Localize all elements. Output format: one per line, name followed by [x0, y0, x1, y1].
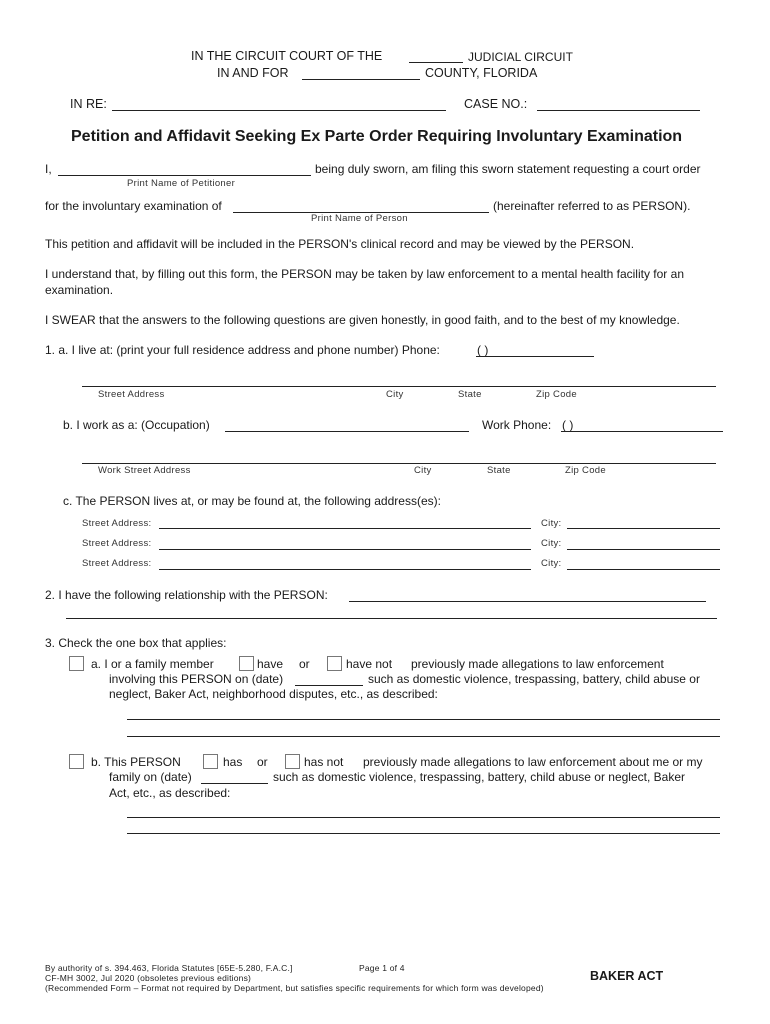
q3a-have-checkbox[interactable] — [239, 656, 254, 671]
q3a-have-label: have — [257, 657, 284, 671]
q3a-line2-start: involving this PERSON on (date) — [109, 672, 284, 686]
case-no-label: CASE NO.: — [464, 97, 528, 111]
street-address-2-label: Street Address: — [82, 538, 152, 549]
street-address-2-blank[interactable] — [159, 549, 531, 550]
q3a-date-blank[interactable] — [295, 685, 363, 686]
city-3-label: City: — [541, 558, 562, 569]
work-phone-area-code: ( ) — [562, 418, 574, 432]
q3b-has-label: has — [223, 755, 243, 769]
q3b-text: b. This PERSON — [91, 755, 181, 769]
q2-label: 2. I have the following relationship with the PERSON: — [45, 588, 328, 602]
occupation-blank[interactable] — [225, 431, 469, 432]
work-zip-label: Zip Code — [565, 465, 606, 476]
judicial-circuit: JUDICIAL CIRCUIT — [468, 50, 573, 64]
q1c-label: c. The PERSON lives at, or may be found at, the following address(es): — [63, 494, 441, 508]
footer-recommended: (Recommended Form – Format not required by Department, but satisfies specific requirements for which form was developed) — [45, 983, 544, 993]
city-3-blank[interactable] — [567, 569, 720, 570]
circuit-blank[interactable] — [409, 62, 463, 63]
work-street-label: Work Street Address — [98, 465, 191, 476]
street-address-1-blank[interactable] — [159, 528, 531, 529]
i-label: I, — [45, 162, 52, 176]
phone-area-code: ( ) — [477, 343, 489, 357]
baker-act-label: BAKER ACT — [590, 969, 664, 983]
sworn-text: being duly sworn, am filing this sworn statement requesting a court order — [315, 162, 701, 176]
street-address-1-label: Street Address: — [82, 518, 152, 529]
record-notice: This petition and affidavit will be included in the PERSON's clinical record and may be viewed by the PERSON. — [45, 237, 635, 251]
footer-form-number: CF-MH 3002, Jul 2020 (obsoletes previous editions) — [45, 973, 252, 983]
relationship-blank-2[interactable] — [66, 618, 717, 619]
print-petitioner-label: Print Name of Petitioner — [127, 178, 236, 189]
q3-label: 3. Check the one box that applies: — [45, 636, 227, 650]
q3b-date-blank[interactable] — [201, 783, 268, 784]
for-exam-text: for the involuntary examination of — [45, 199, 222, 213]
city-2-blank[interactable] — [567, 549, 720, 550]
q3a-checkbox[interactable] — [69, 656, 84, 671]
in-and-for: IN AND FOR — [217, 66, 289, 80]
q3b-checkbox[interactable] — [69, 754, 84, 769]
q3a-line2-end: such as domestic violence, trespassing, battery, child abuse or — [368, 672, 700, 686]
q3a-have-not-checkbox[interactable] — [327, 656, 342, 671]
case-no-blank[interactable] — [537, 110, 700, 111]
q3a-or-label: or — [299, 657, 310, 671]
q3a-text: a. I or a family member — [91, 657, 214, 671]
hereinafter-text: (hereinafter referred to as PERSON). — [493, 199, 691, 213]
q3b-has-not-checkbox[interactable] — [285, 754, 300, 769]
q3a-description-blank-1[interactable] — [127, 719, 720, 720]
swear-text: I SWEAR that the answers to the following questions are given honestly, in good faith, and to the best of my knowledge. — [45, 313, 680, 327]
court-prefix: IN THE CIRCUIT COURT OF THE — [191, 49, 383, 63]
work-city-label: City — [414, 465, 432, 476]
q3b-rest-text: previously made allegations to law enforcement about me or my — [363, 755, 703, 769]
city-1-label: City: — [541, 518, 562, 529]
q3b-description-blank-1[interactable] — [127, 817, 720, 818]
state-label: State — [458, 389, 482, 400]
petitioner-name-blank[interactable] — [58, 175, 311, 176]
zip-label: Zip Code — [536, 389, 577, 400]
city-1-blank[interactable] — [567, 528, 720, 529]
work-phone-label: Work Phone: — [482, 418, 552, 432]
page-title: Petition and Affidavit Seeking Ex Parte Order Requiring Involuntary Examination — [71, 128, 683, 145]
q3a-description-blank-2[interactable] — [127, 736, 720, 737]
q3a-line3: neglect, Baker Act, neighborhood disputes, etc., as described: — [109, 687, 438, 701]
residence-address-blank[interactable] — [82, 386, 716, 387]
understand-line-1: I understand that, by filling out this form, the PERSON may be taken by law enforcement to a mental health facility for an — [45, 267, 684, 281]
in-re-blank[interactable] — [112, 110, 446, 111]
q3b-description-blank-2[interactable] — [127, 833, 720, 834]
city-2-label: City: — [541, 538, 562, 549]
street-address-label: Street Address — [98, 389, 165, 400]
q3b-line3: Act, etc., as described: — [109, 786, 231, 800]
footer-page-number: Page 1 of 4 — [359, 963, 405, 973]
q3a-have-not-label: have not — [346, 657, 393, 671]
q3b-has-not-label: has not — [304, 755, 344, 769]
q3b-or-label: or — [257, 755, 268, 769]
q1b-label: b. I work as a: (Occupation) — [63, 418, 210, 432]
q3b-line2-start: family on (date) — [109, 770, 192, 784]
phone-blank[interactable] — [476, 356, 594, 357]
county-blank[interactable] — [302, 79, 420, 80]
in-re-label: IN RE: — [70, 97, 107, 111]
street-address-3-blank[interactable] — [159, 569, 531, 570]
q3b-line2-end: such as domestic violence, trespassing, battery, child abuse or neglect, Baker — [273, 770, 685, 784]
footer-authority: By authority of s. 394.463, Florida Statutes [65E-5.280, F.A.C.] — [45, 963, 293, 973]
q3b-has-checkbox[interactable] — [203, 754, 218, 769]
county-label: COUNTY, FLORIDA — [425, 66, 538, 80]
work-phone-blank[interactable] — [561, 431, 723, 432]
city-label: City — [386, 389, 404, 400]
q3a-rest-text: previously made allegations to law enforcement — [411, 657, 664, 671]
q1a-label: 1. a. I live at: (print your full residence address and phone number) Phone: — [45, 343, 440, 357]
relationship-blank-1[interactable] — [349, 601, 706, 602]
street-address-3-label: Street Address: — [82, 558, 152, 569]
work-address-blank[interactable] — [82, 463, 716, 464]
understand-line-2: examination. — [45, 283, 114, 297]
print-person-label: Print Name of Person — [311, 213, 408, 224]
work-state-label: State — [487, 465, 511, 476]
